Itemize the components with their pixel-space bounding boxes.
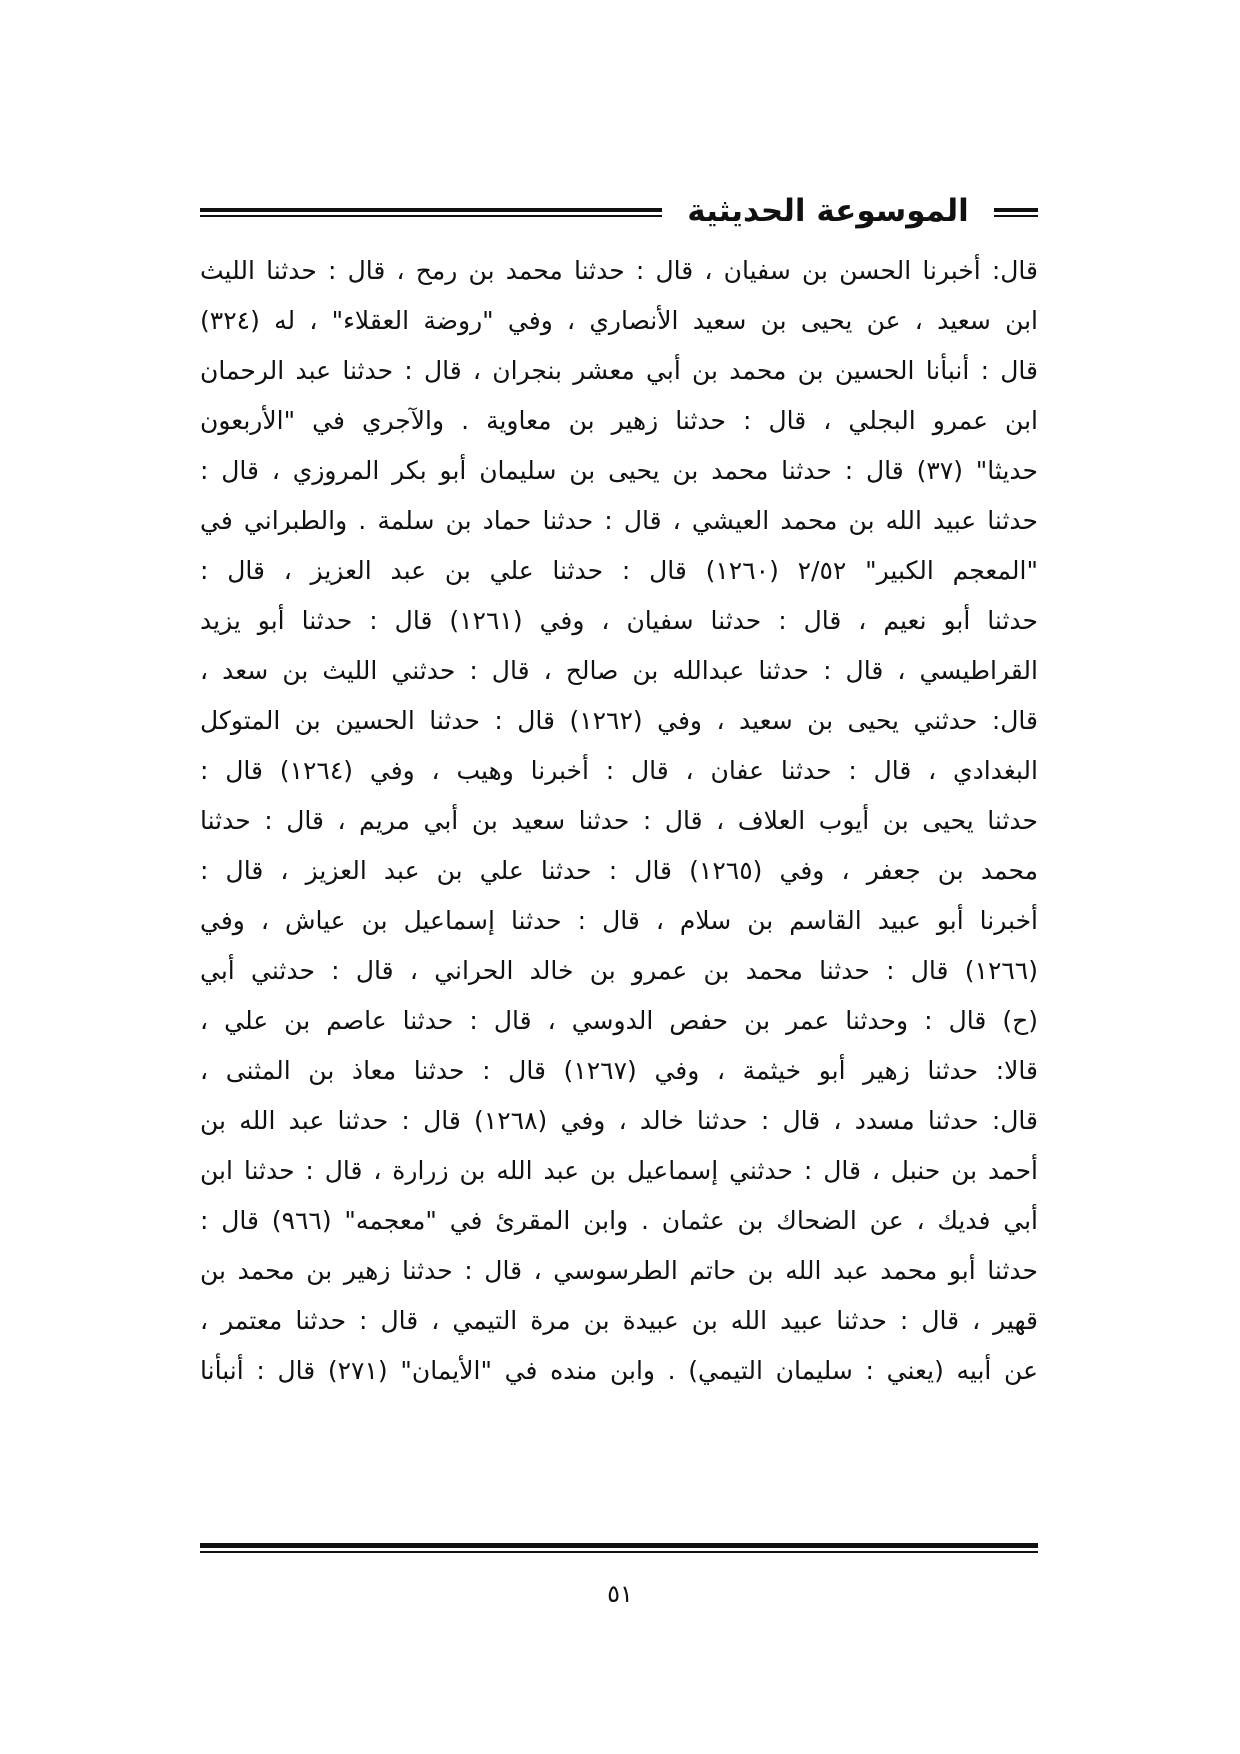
page-number: ٥١ (607, 1580, 633, 1608)
header-rule-left (200, 208, 662, 217)
text-line: أحمد بن حنبل ، قال : حدثني إسماعيل بن عبد الله بن زرارة ، قال : حدثنا ابن (200, 1156, 1038, 1185)
text-line: ابن عمرو البجلي ، قال : حدثنا زهير بن معاوية . والآجري في "الأربعون (200, 406, 1038, 435)
text-line: ابن سعيد ، عن يحيى بن سعيد الأنصاري ، وفي "روضة العقلاء" ، له (٣٢٤) (200, 306, 1038, 335)
header-title: الموسوعة الحديثية (687, 193, 969, 229)
text-line: قالا: حدثنا زهير أبو خيثمة ، وفي (١٢٦٧) قال : حدثنا معاذ بن المثنى ، (200, 1056, 1038, 1085)
text-line: أبي فديك ، عن الضحاك بن عثمان . وابن المقرئ في "معجمه" (٩٦٦) قال : (200, 1206, 1038, 1235)
body-text (200, 246, 1038, 1396)
text-line: قال: حدثني يحيى بن سعيد ، وفي (١٢٦٢) قال : حدثنا الحسين بن المتوكل (200, 706, 1038, 735)
text-line: حدثنا يحيى بن أيوب العلاف ، قال : حدثنا سعيد بن أبي مريم ، قال : حدثنا (200, 806, 1038, 835)
text-line: محمد بن جعفر ، وفي (١٢٦٥) قال : حدثنا علي بن عبد العزيز ، قال : (200, 856, 1038, 885)
text-line: (١٢٦٦) قال : حدثنا محمد بن عمرو بن خالد الحراني ، قال : حدثني أبي (200, 956, 1038, 985)
text-line: قال: حدثنا مسدد ، قال : حدثنا خالد ، وفي (١٢٦٨) قال : حدثنا عبد الله بن (200, 1106, 1038, 1135)
text-line: قال: أخبرنا الحسن بن سفيان ، قال : حدثنا محمد بن رمح ، قال : حدثنا الليث (200, 256, 1038, 285)
text-line: القراطيسي ، قال : حدثنا عبدالله بن صالح ، قال : حدثني الليث بن سعد ، (200, 656, 1038, 685)
text-line: "المعجم الكبير" ٢/٥٢ (١٢٦٠) قال : حدثنا علي بن عبد العزيز ، قال : (200, 556, 1038, 585)
text-line: البغدادي ، قال : حدثنا عفان ، قال : أخبرنا وهيب ، وفي (١٢٦٤) قال : (200, 756, 1038, 785)
text-line: حديثا" (٣٧) قال : حدثنا محمد بن يحيى بن سليمان أبو بكر المروزي ، قال : (200, 456, 1038, 485)
header-rule-right (994, 208, 1038, 217)
text-line: حدثنا عبيد الله بن محمد العيشي ، قال : حدثنا حماد بن سلمة . والطبراني في (200, 506, 1038, 535)
text-line: عن أبيه (يعني : سليمان التيمي) . وابن منده في "الأيمان" (٢٧١) قال : أنبأنا (200, 1356, 1038, 1385)
page-header (200, 186, 1038, 236)
text-line: حدثنا أبو نعيم ، قال : حدثنا سفيان ، وفي (١٢٦١) قال : حدثنا أبو يزيد (200, 606, 1038, 635)
text-line: قال : أنبأنا الحسين بن محمد بن أبي معشر بنجران ، قال : حدثنا عبد الرحمان (200, 356, 1038, 385)
text-line: حدثنا أبو محمد عبد الله بن حاتم الطرسوسي ، قال : حدثنا زهير بن محمد بن (200, 1256, 1038, 1285)
text-line: أخبرنا أبو عبيد القاسم بن سلام ، قال : حدثنا إسماعيل بن عياش ، وفي (200, 906, 1038, 935)
text-line: (ح) قال : وحدثنا عمر بن حفص الدوسي ، قال : حدثنا عاصم بن علي ، (200, 1006, 1038, 1035)
footer-rule (200, 1543, 1038, 1553)
text-line: قهير ، قال : حدثنا عبيد الله بن عبيدة بن مرة التيمي ، قال : حدثنا معتمر ، (200, 1306, 1038, 1335)
